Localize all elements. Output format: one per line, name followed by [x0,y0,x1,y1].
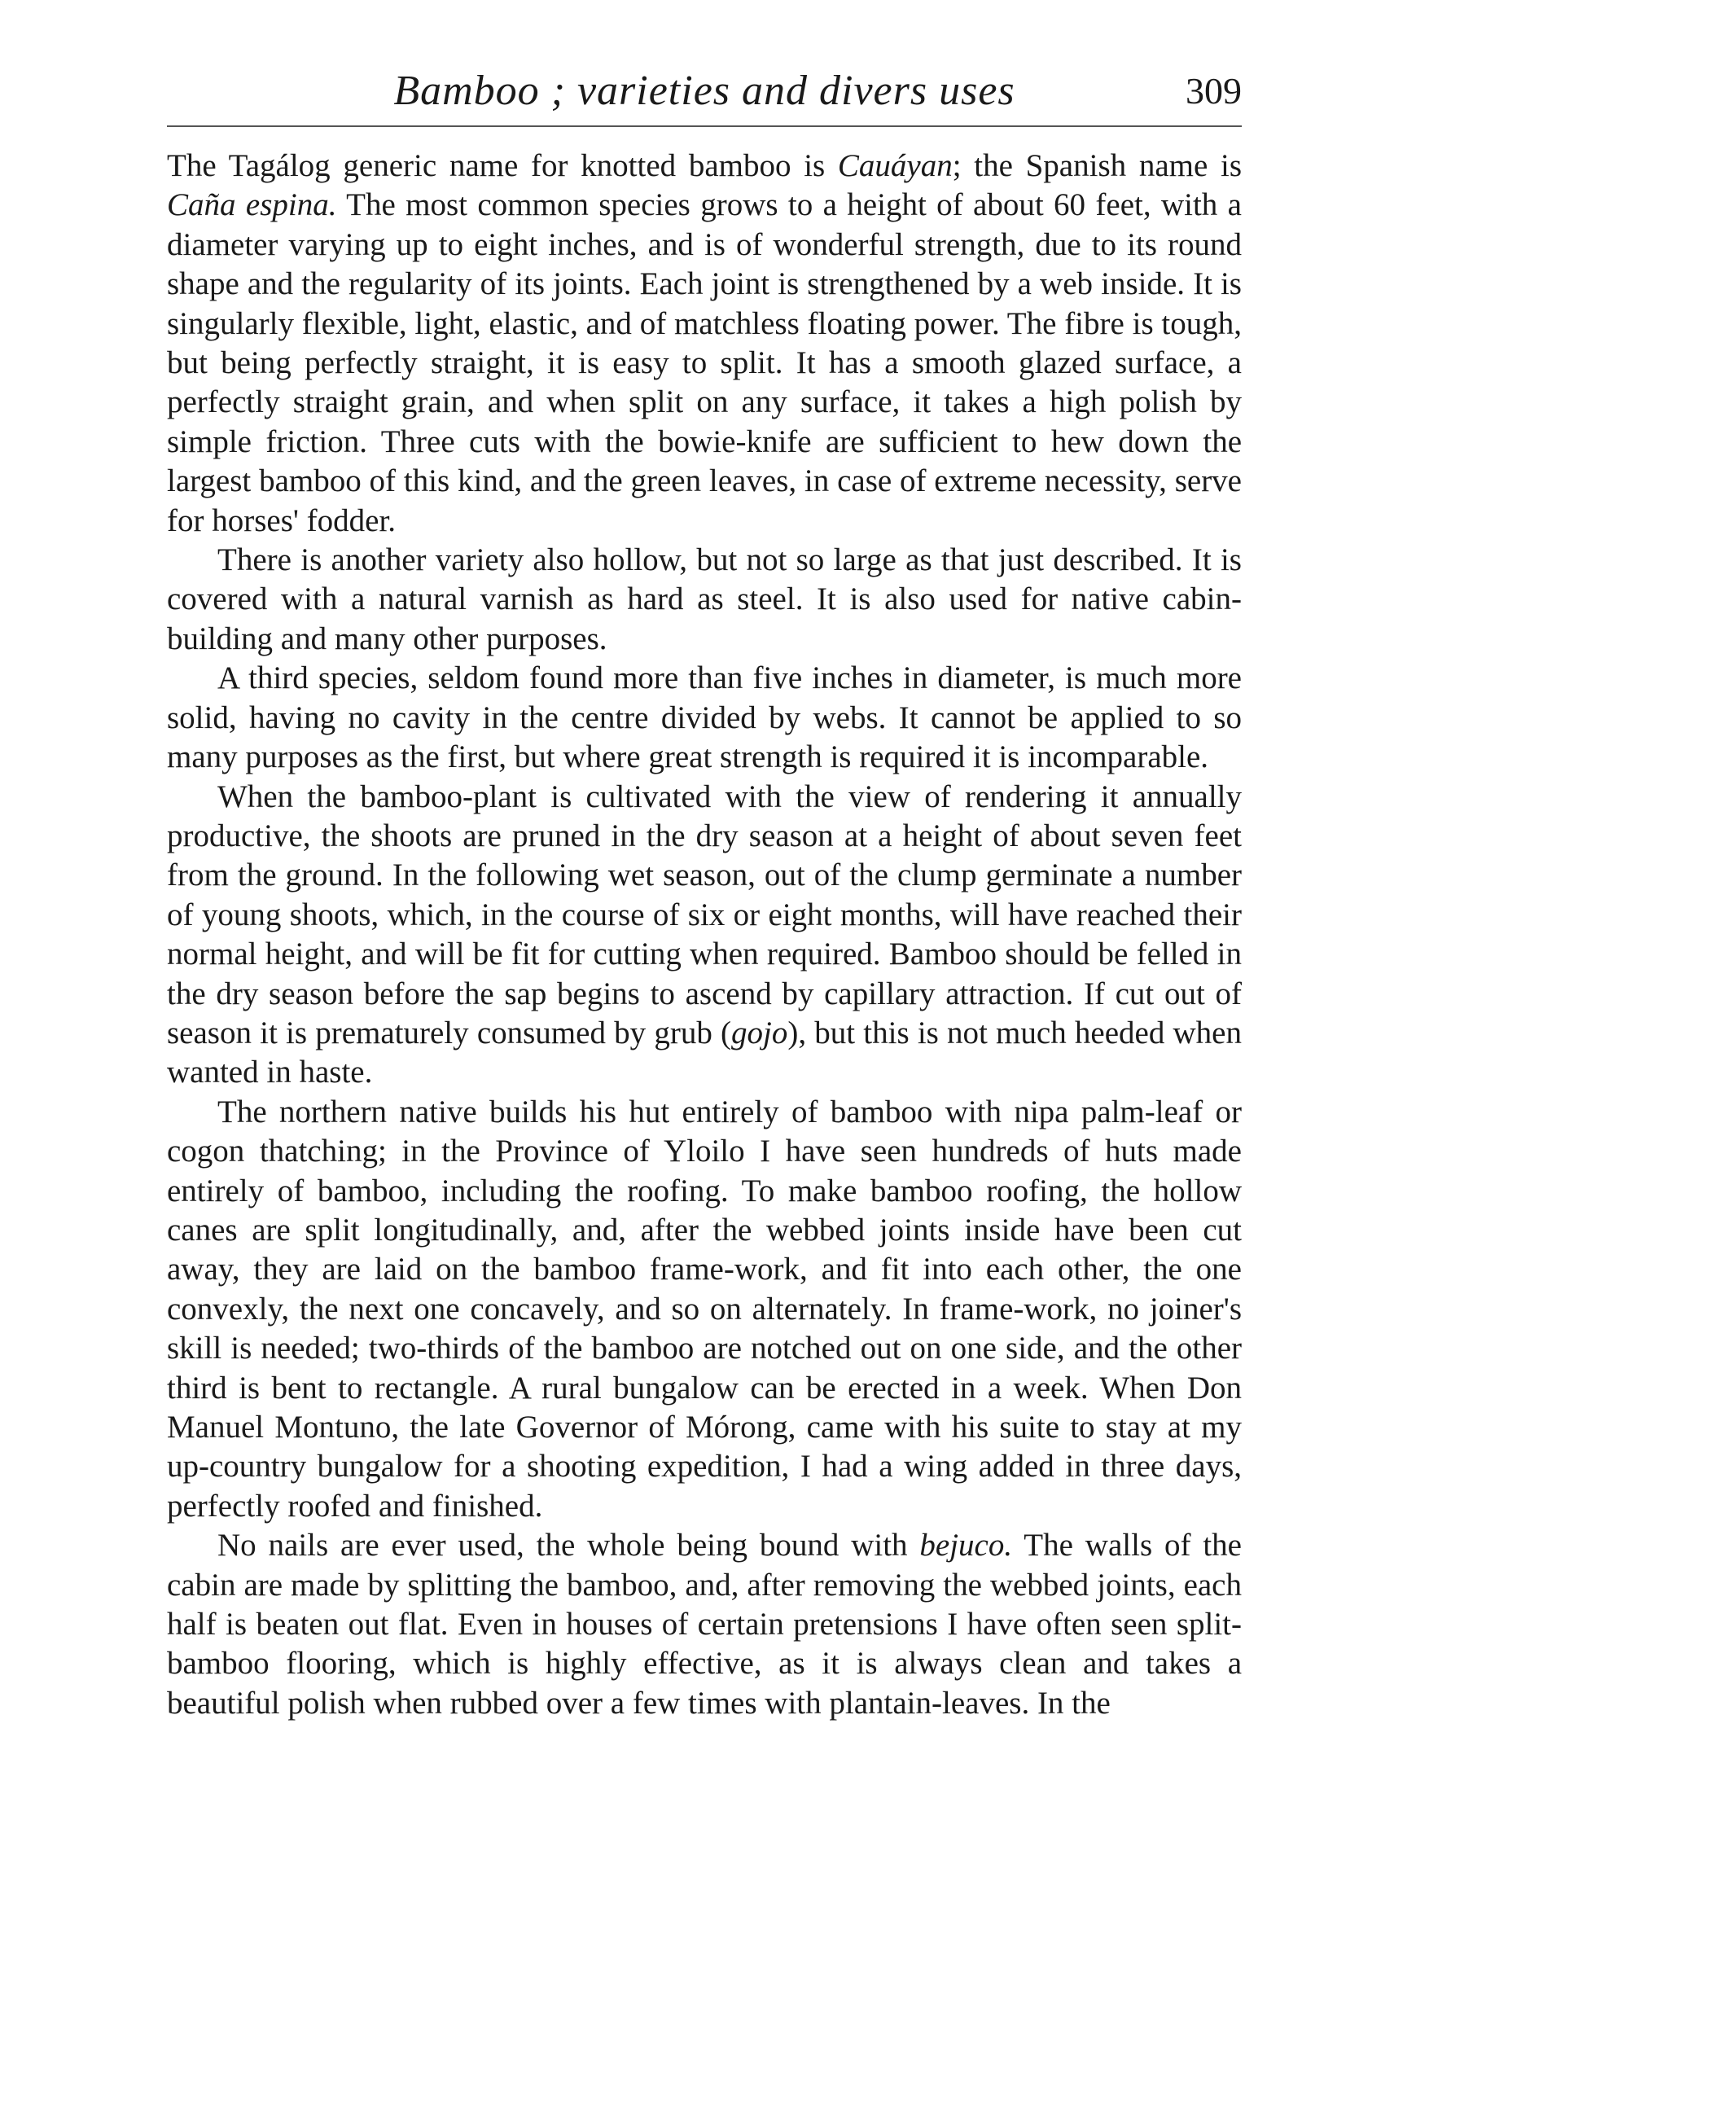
italic-term-bejuco: bejuco. [919,1528,1013,1564]
italic-term-gojo: gojo [731,1015,788,1050]
paragraph-third-species [167,659,1242,777]
text-segment: When the bamboo-plant is cultivated with the view of rendering it annually productive, the shoots are pruned in the dry season at a height of about seven feet from the ground. In the following wet season, out of the clump germinate a number of young shoots, which, in the course of six or eight months, will have reached their normal height, and will be fit for cutting when required. Bamboo should be felled in the dry season before the sap begins to ascend by capillary attraction. If cut out of season it is prematurely consumed by grub ( [167,778,1242,1050]
page-number: 309 [1186,70,1242,112]
text-segment: There is another variety also hollow, but not so large as that just described. It is covered with a natural varnish as hard as steel. It is also used for native cabin-building and many other purposes. [167,542,1242,656]
italic-term-cauayan: Cauáyan [837,148,953,183]
header-rule [167,125,1242,127]
italic-term-cana-espina: Caña espina. [167,187,337,223]
text-segment: The walls of the cabin are made by splitting the bamboo, and, after removing the webbed joints, each half is beaten out flat. Even in houses of certain pretensions I have often seen split-bamboo flooring, which is highly effective, as it is always clean and takes a beautiful polish when rubbed over a few times with plantain-leaves. In the [167,1528,1242,1721]
text-segment: ; the Spanish name is [952,148,1242,183]
text-segment: A third species, seldom found more than five inches in diameter, is much more solid, having no cavity in the centre divided by webs. It cannot be applied to so many purposes as the first, but where great strength is required it is incomparable. [167,660,1242,775]
paragraph-no-nails [167,1526,1242,1723]
paragraph-cauayan [167,147,1242,541]
page-header [167,59,1242,124]
running-title: Bamboo ; varieties and divers uses [393,68,1015,114]
text-segment: No nails are ever used, the whole being bound with [217,1528,920,1564]
paragraph-cultivation [167,778,1242,1093]
text-segment: The Tagálog generic name for knotted bamboo is [167,148,838,183]
text-segment: The northern native builds his hut entirely of bamboo with nipa palm-leaf or cogon thatching; in the Province of Yloilo I have seen hundreds of huts made entirely of bamboo, including the roofing. To make bamboo roofing, the hollow canes are split longitudinally, and, after the webbed joints inside have been cut away, they are laid on the bamboo frame-work, and fit into each other, the one convexly, the next one concavely, and so on alternately. In frame-work, no joiner's skill is needed; two-thirds of the bamboo are notched out on one side, and the other third is bent to rectangle. A rural bungalow can be erected in a week. When Don Manuel Montuno, the late Governor of Mórong, came with his suite to stay at my up-country bungalow for a shooting expedition, I had a wing added in three days, perfectly roofed and finished. [167,1094,1242,1524]
text-segment: The most common species grows to a height of about 60 feet, with a diameter varying up to eight inches, and is of wonderful strength, due to its round shape and the regularity of its joints. Each joint is strengthened by a web inside. It is singularly flexible, light, elastic, and of matchless floating power. The fibre is tough, but being perfectly straight, it is easy to split. It has a smooth glazed surface, a perfectly straight grain, and when split on any surface, it takes a high polish by simple friction. Three cuts with the bowie-knife are sufficient to hew down the largest bamboo of this kind, and the green leaves, in case of extreme necessity, serve for horses' fodder. [167,187,1242,538]
paragraph-second-variety [167,541,1242,659]
paragraph-northern-native [167,1093,1242,1526]
body-text [167,147,1242,1723]
text-segment: ), but this is not much heeded when wanted in haste. [167,1015,1242,1090]
